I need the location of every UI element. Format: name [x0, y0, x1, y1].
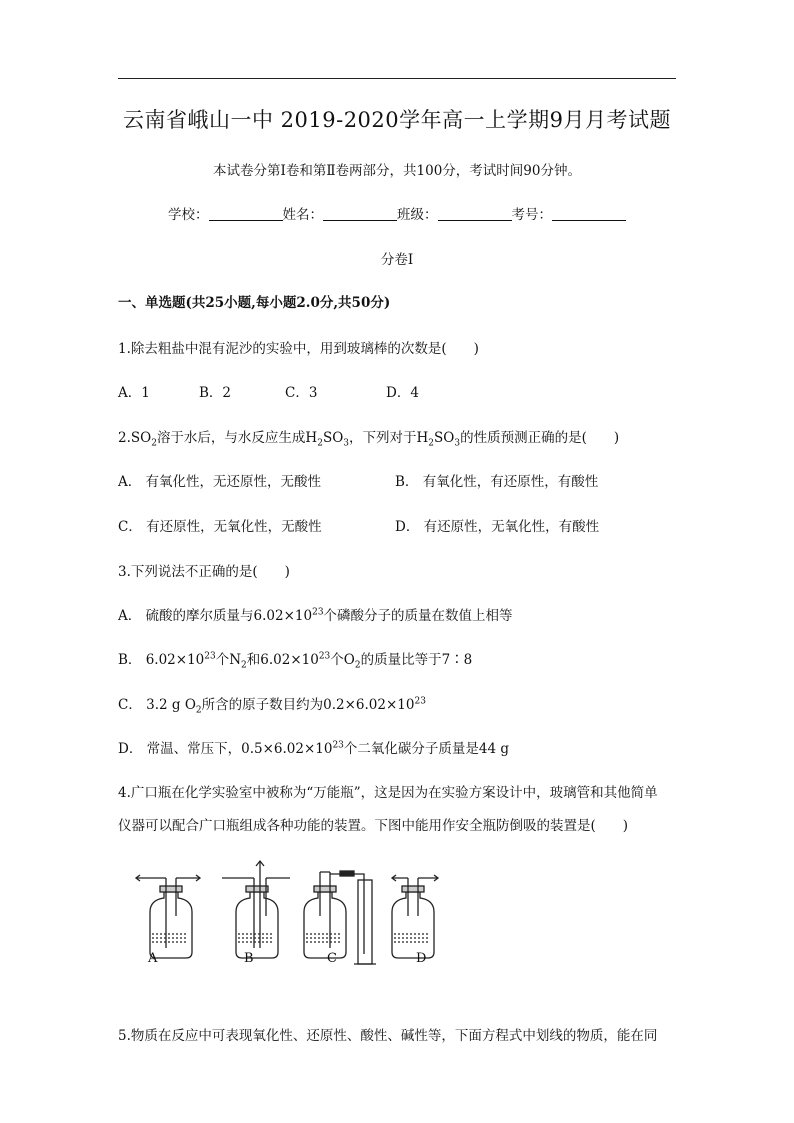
question-1-option-a: A．1	[118, 385, 150, 401]
bottle-b-drawing	[222, 861, 290, 958]
name-label: 姓名：	[282, 207, 323, 223]
class-label: 班级：	[397, 207, 438, 223]
figure-label-b: B	[244, 951, 254, 966]
question-2-option-b: B． 有氧化性，有还原性，有酸性	[395, 474, 599, 490]
question-2-stem: $2.SO_2$溶于水后，与水反应生成$H_2SO_3$，下列对于$H_2SO_3$的性质预测正确的是( )	[118, 430, 620, 449]
question-2-option-c: C． 有还原性，无氧化性，无酸性	[118, 519, 322, 535]
question-1-option-b: B．2	[199, 385, 232, 401]
bottle-a-drawing	[136, 875, 200, 958]
question-4-stem-line1: 4.广口瓶在化学实验室中被称为“万能瓶”，这是因为在实验方案设计中，玻璃管和其他简单	[118, 785, 658, 801]
school-label: 学校：	[168, 207, 209, 223]
question-3-option-d: D． 常温、常压下，$0.5\times 6.02\times 10^{23}$个二氧化碳分子质量是44 g	[118, 740, 510, 757]
question-2-option-d: D． 有还原性，无氧化性，有酸性	[395, 519, 600, 535]
figure-label-d: D	[416, 951, 427, 966]
question-3-option-b: B． $6.02\times 10^{23}$个$N_2$和$6.02\times 10^{23}$个$O_2$的质量比等于7∶8	[118, 651, 473, 671]
student-info-row	[0, 203, 794, 223]
question-3-stem: 3.下列说法不正确的是( )	[118, 564, 290, 580]
part-heading: 一、单选题(共25小题,每小题2.0分,共50分)	[118, 295, 391, 311]
question-2-option-a: A． 有氧化性，无还原性，无酸性	[118, 474, 322, 490]
school-blank[interactable]	[209, 208, 283, 221]
figure-label-a: A	[148, 951, 158, 966]
name-blank[interactable]	[323, 208, 397, 221]
question-3-option-a: A． 硫酸的摩尔质量与$6.02\times 10^{23}$个磷酸分子的质量在数值上相等	[118, 607, 513, 624]
question-1-stem: 1.除去粗盐中混有泥沙的实验中，用到玻璃棒的次数是( )	[118, 341, 479, 357]
figure-label-c: C	[327, 951, 337, 966]
question-1-option-d: D．4	[386, 385, 419, 401]
header-rule	[118, 78, 676, 79]
exam-instructions: 本试卷分第Ⅰ卷和第Ⅱ卷两部分，共100分，考试时间90分钟。	[213, 163, 581, 179]
exam-title: 云南省峨山一中 2019-2020学年高一上学期9月月考试题	[122, 108, 672, 132]
exam-number-blank[interactable]	[552, 208, 626, 221]
bottle-c-drawing	[304, 871, 376, 964]
question-3-option-c: C． 3.2 g $O_2$所含的原子数目约为$0.2\times 6.02\times 10^{23}$	[118, 696, 426, 716]
exam-number-label: 考号：	[511, 207, 552, 223]
section-title: 分卷I	[380, 252, 414, 268]
class-blank[interactable]	[438, 208, 512, 221]
question-4-stem-line2: 仪器可以配合广口瓶组成各种功能的装置。下图中能用作安全瓶防倒吸的装置是( )	[118, 818, 629, 834]
question-5-stem: 5.物质在反应中可表现氧化性、还原性、酸性、碱性等，下面方程式中划线的物质，能在同	[118, 1028, 658, 1044]
question-1-option-c: C．3	[285, 385, 318, 401]
bottle-d-drawing	[392, 875, 438, 958]
